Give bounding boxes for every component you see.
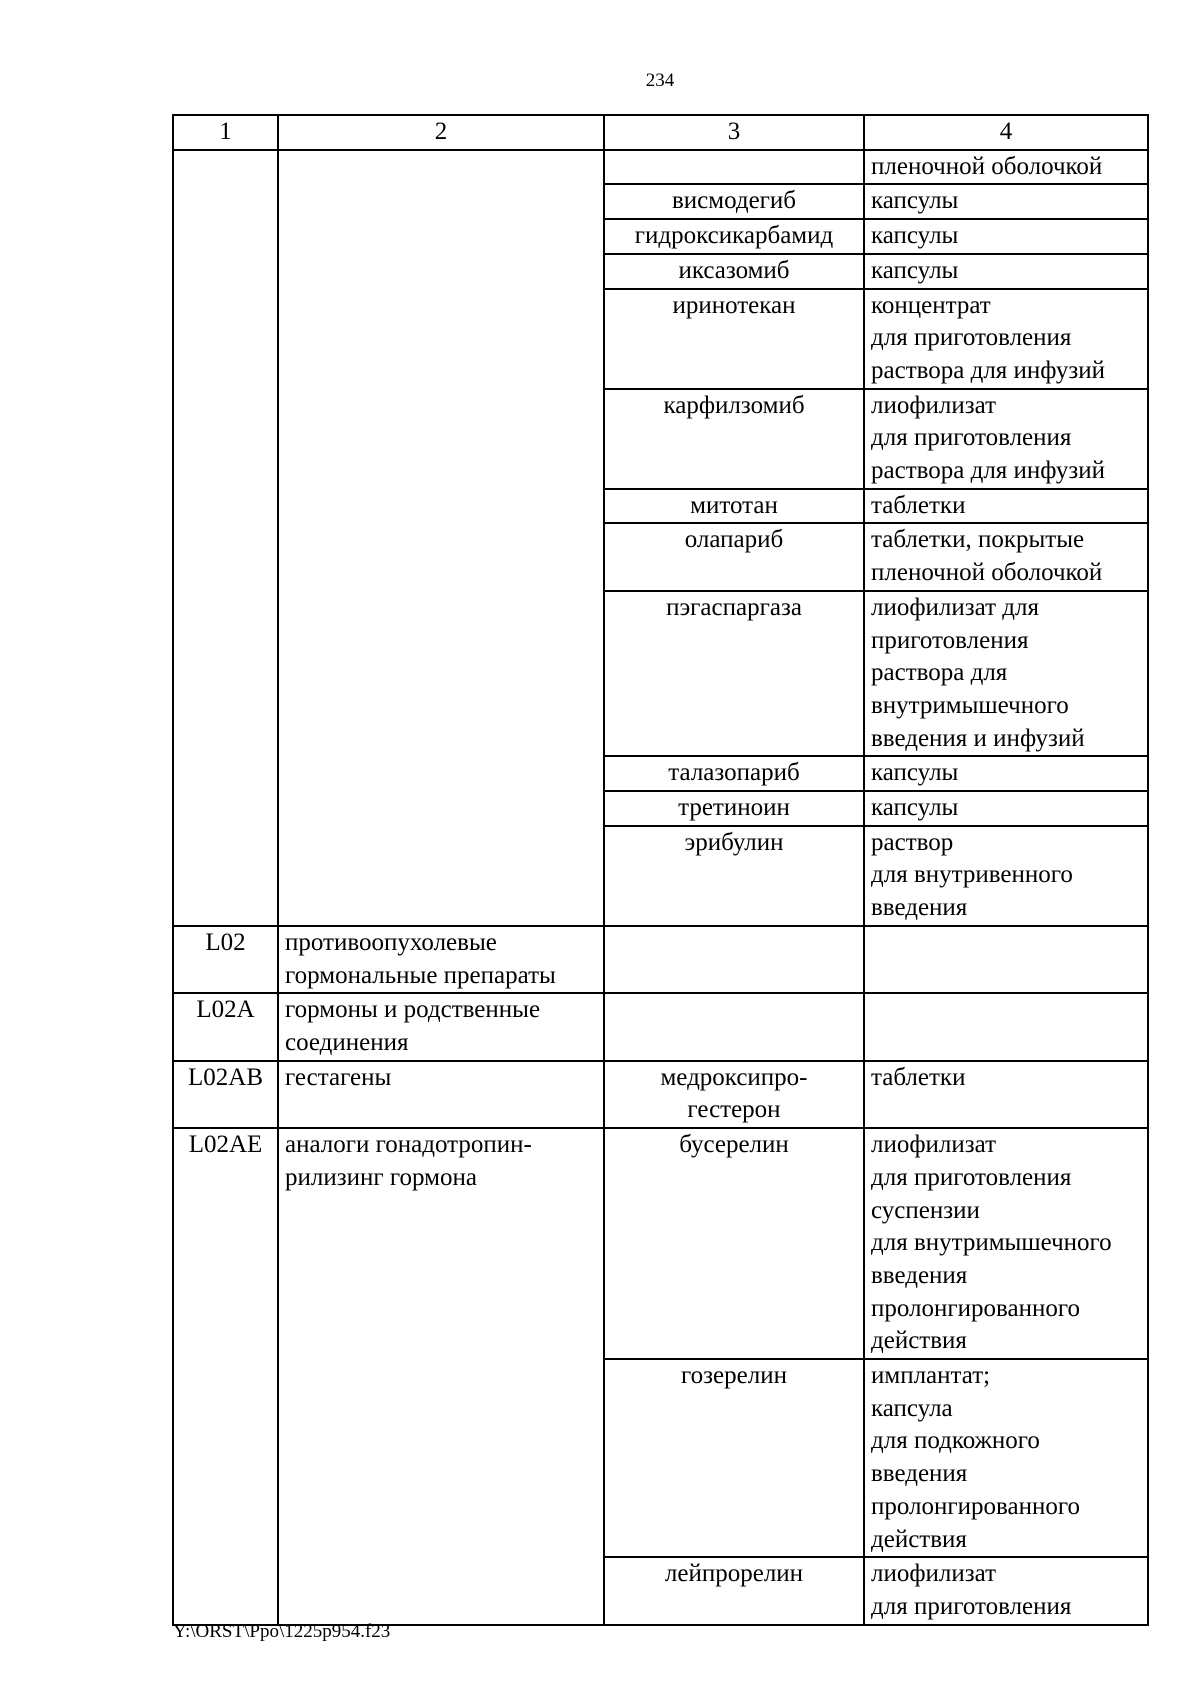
drug-name-cell: висмодегиб: [604, 184, 864, 219]
dosage-form-cell: капсулы: [864, 184, 1148, 219]
atc-description-cell: аналоги гонадотропин- рилизинг гормона: [278, 1128, 604, 1625]
dosage-form-cell: лиофилизат для приготовления суспензии для внутримышечного введения пролонгированного действия: [864, 1128, 1148, 1359]
footer-file-path: Y:\ORST\Ppo\1225p954.f23: [173, 1621, 391, 1642]
table-row: [173, 926, 1148, 993]
dosage-form-cell: имплантат; капсула для подкожного введения пролонгированного действия: [864, 1359, 1148, 1557]
table-row: [173, 1128, 1148, 1359]
dosage-form-cell: раствор для внутривенного введения: [864, 826, 1148, 926]
header-col-1: 1: [173, 115, 278, 150]
atc-description-cell: гестагены: [278, 1061, 604, 1128]
table-row: [173, 150, 1148, 185]
drug-name-cell: пэгаспаргаза: [604, 591, 864, 757]
dosage-form-cell: [864, 926, 1148, 993]
header-row: [173, 115, 1148, 150]
drug-name-cell: гозерелин: [604, 1359, 864, 1557]
drug-name-cell: лейпрорелин: [604, 1557, 864, 1624]
drug-name-cell: иксазомиб: [604, 254, 864, 289]
drug-name-cell: бусерелин: [604, 1128, 864, 1359]
drug-name-cell: третиноин: [604, 791, 864, 826]
atc-code-cell: L02AE: [173, 1128, 278, 1625]
drug-name-cell: медроксипро- гестерон: [604, 1061, 864, 1128]
drug-name-cell: эрибулин: [604, 826, 864, 926]
drug-name-cell: олапариб: [604, 523, 864, 590]
code-cell-empty: [173, 150, 278, 926]
atc-description-cell: противоопухолевые гормональные препараты: [278, 926, 604, 993]
drug-name-cell: [604, 926, 864, 993]
header-col-3: 3: [604, 115, 864, 150]
dosage-form-cell: таблетки: [864, 1061, 1148, 1128]
drug-name-cell: иринотекан: [604, 289, 864, 389]
dosage-form-cell: лиофилизат для приготовления раствора для инфузий: [864, 389, 1148, 489]
dosage-form-cell: таблетки: [864, 489, 1148, 524]
drug-name-cell: [604, 993, 864, 1060]
atc-description-cell: гормоны и родственные соединения: [278, 993, 604, 1060]
dosage-form-cell: капсулы: [864, 756, 1148, 791]
dosage-form-cell: капсулы: [864, 791, 1148, 826]
table-row: [173, 1061, 1148, 1128]
dosage-form-cell: капсулы: [864, 219, 1148, 254]
atc-code-cell: L02: [173, 926, 278, 993]
drug-name-cell: гидроксикарбамид: [604, 219, 864, 254]
atc-code-cell: L02A: [173, 993, 278, 1060]
desc-cell-empty: [278, 150, 604, 926]
dosage-form-cell: капсулы: [864, 254, 1148, 289]
dosage-form-cell: пленочной оболочкой: [864, 150, 1148, 185]
dosage-form-cell: лиофилизат для приготовления раствора для внутримышечного введения и инфузий: [864, 591, 1148, 757]
page-number: 234: [645, 70, 675, 91]
drug-table: [172, 114, 1149, 1626]
drug-name-cell: талазопариб: [604, 756, 864, 791]
dosage-form-cell: [864, 993, 1148, 1060]
drug-name-cell: [604, 150, 864, 185]
dosage-form-cell: лиофилизат для приготовления: [864, 1557, 1148, 1624]
header-col-4: 4: [864, 115, 1148, 150]
table-row: [173, 993, 1148, 1060]
drug-name-cell: карфилзомиб: [604, 389, 864, 489]
dosage-form-cell: концентрат для приготовления раствора для инфузий: [864, 289, 1148, 389]
atc-code-cell: L02AB: [173, 1061, 278, 1128]
dosage-form-cell: таблетки, покрытые пленочной оболочкой: [864, 523, 1148, 590]
header-col-2: 2: [278, 115, 604, 150]
drug-name-cell: митотан: [604, 489, 864, 524]
